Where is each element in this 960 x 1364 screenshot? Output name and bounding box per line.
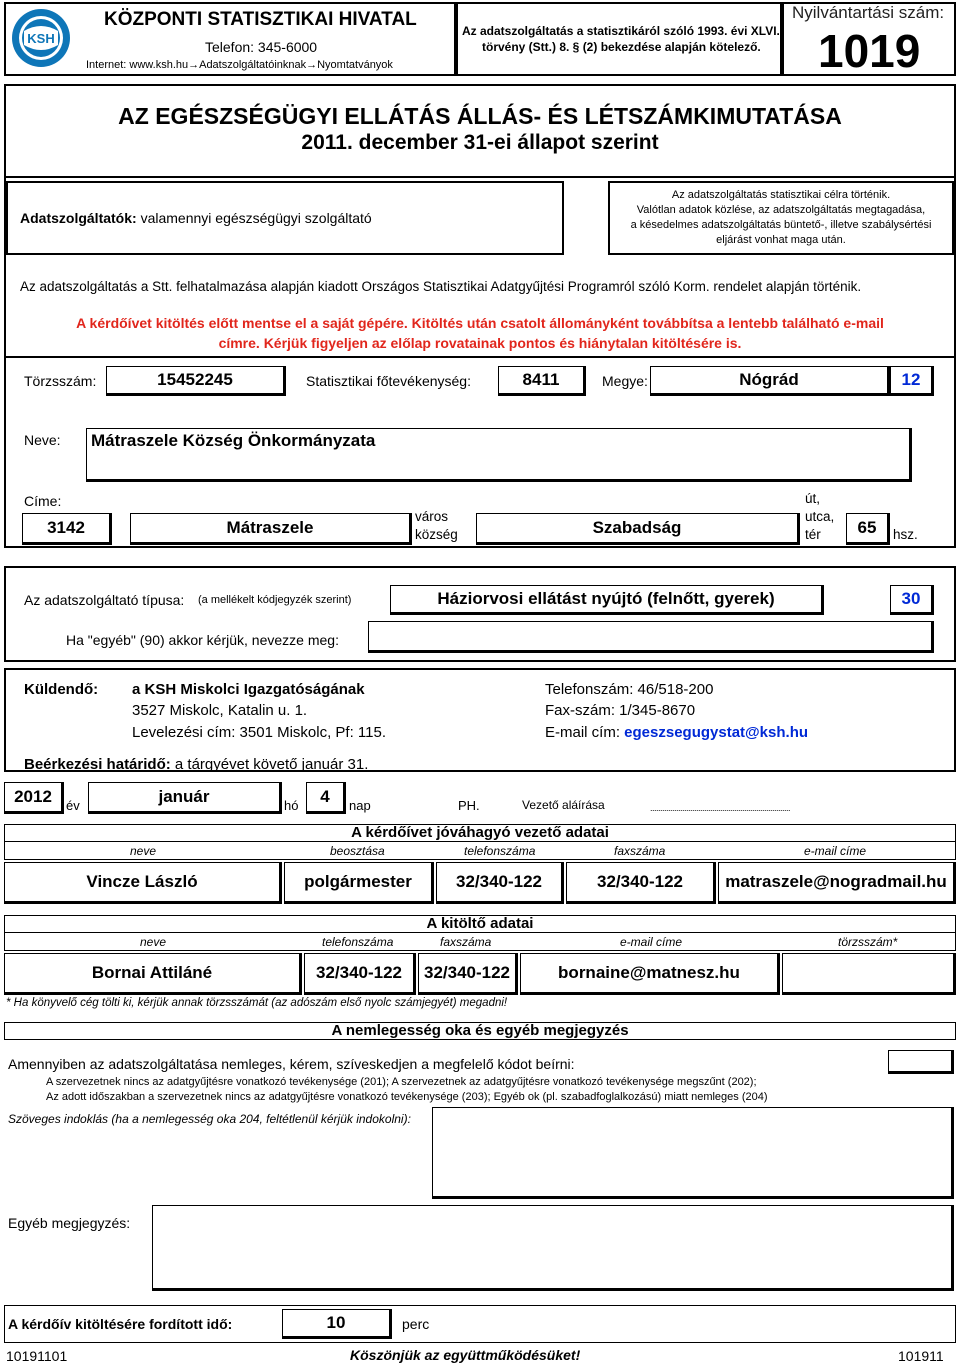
filler-h-name: neve <box>140 935 167 949</box>
megye-code-field[interactable]: 12 <box>890 366 934 396</box>
approver-phone-field[interactable]: 32/340-122 <box>436 862 564 904</box>
filler-h-phone: telefonszáma <box>322 935 394 949</box>
form-subtitle: 2011. december 31-ei állapot szerint <box>301 131 659 154</box>
sender-address: 3527 Miskolc, Katalin u. 1. <box>132 702 308 719</box>
megye-label: Megye: <box>602 373 648 389</box>
sender-email[interactable]: egeszsegugystat@ksh.hu <box>624 724 809 741</box>
type-other-label: Ha "egyéb" (90) akkor kérjük, nevezze meg: <box>66 632 339 648</box>
notice-line-4: eljárást vonhat maga után. <box>716 234 846 246</box>
nil-intro: Amennyiben az adatszolgáltatása nemleges, kérem, szíveskedjen a megfelelő kódot beírni: <box>8 1056 575 1072</box>
time-field[interactable]: 10 <box>282 1309 392 1339</box>
neve-field[interactable] <box>86 428 912 482</box>
approver-email-field[interactable]: matraszele@nogradmail.hu <box>718 862 956 904</box>
deadline-label: Beérkezési határidő: <box>24 756 171 773</box>
providers-value: valamennyi egészségügyi szolgáltató <box>136 210 372 226</box>
nil-code-line-2: Az adott időszakban a szervezetnek nincs az adatgyűjtésre vonatkozó tevékenysége (203); Egyéb ok (pl. szabadfoglalkozású) miatt nemleges (204) <box>46 1091 768 1103</box>
neve-value: Mátraszele Község Önkormányzata <box>91 431 376 450</box>
approver-name-field[interactable]: Vincze László <box>4 862 282 904</box>
filler-h-email: e-mail címe <box>620 935 683 949</box>
footer-thanks: Köszönjük az együttműködésüket! <box>350 1347 581 1363</box>
torzsszam-field[interactable]: 15452245 <box>106 366 286 396</box>
approver-h-name: neve <box>130 844 157 858</box>
type-code-field[interactable]: 30 <box>890 585 934 615</box>
ho-label: hó <box>284 798 299 813</box>
form-title: AZ EGÉSZSÉGÜGYI ELLÁTÁS ÁLLÁS- ÉS LÉTSZÁMKIMUTATÁSA <box>118 103 842 129</box>
nil-code-line-1: A szervezetnek nincs az adatgyűjtésre vonatkozó tevékenysége (201); A szervezetnek az adatgyűjtésre vonatkozó tevékenysége megszűnt (202); <box>46 1076 757 1088</box>
neve-label: Neve: <box>24 432 61 448</box>
warning-line-1: A kérdőívet kitöltés előtt mentse el a saját gépére. Kitöltés után csatolt állományként továbbítsa a lentebb található e-mail <box>76 315 884 331</box>
filler-title: A kitöltő adatai <box>4 915 956 933</box>
fotev-field[interactable]: 8411 <box>498 366 586 396</box>
header-legal-box <box>456 2 782 76</box>
nil-reason-field[interactable] <box>432 1107 954 1199</box>
sender-postal: Levelezési cím: 3501 Miskolc, Pf: 115. <box>132 724 387 741</box>
nil-code-field[interactable] <box>888 1050 954 1074</box>
utca-label: utca, <box>805 509 835 524</box>
footer-left-code: 10191101 <box>6 1348 68 1364</box>
org-name: KÖZPONTI STATISZTIKAI HIVATAL <box>104 9 417 30</box>
providers-label: Adatszolgáltatók: <box>20 210 137 226</box>
sender-phone: Telefonszám: 46/518-200 <box>545 681 714 698</box>
month-field[interactable]: január <box>88 782 282 814</box>
nil-reason-label: Szöveges indoklás (ha a nemlegesség oka 204, feltétlenül kérjük indokolni): <box>8 1112 411 1126</box>
type-field[interactable]: Háziorvosi ellátást nyújtó (felnőtt, gyerek) <box>390 585 824 615</box>
legal-line-2: törvény (Stt.) 8. § (2) bekezdése alapján kötelező. <box>482 40 761 54</box>
ut-label: út, <box>805 491 821 506</box>
time-label: A kérdőív kitöltésére fordított idő: <box>8 1316 233 1332</box>
filler-h-id: törzsszám* <box>838 935 898 949</box>
day-field[interactable]: 4 <box>306 782 346 814</box>
legal-line-1: Az adatszolgáltatás a statisztikáról szóló 1993. évi XLVI. <box>462 24 780 38</box>
approver-pos-field[interactable]: polgármester <box>284 862 434 904</box>
deadline-value: a tárgyévet követő január 31. <box>170 756 369 773</box>
filler-h-fax: faxszáma <box>440 935 492 949</box>
filler-fax-field[interactable]: 32/340-122 <box>418 953 518 995</box>
approver-h-pos: beosztása <box>330 844 385 858</box>
filler-name-field[interactable]: Bornai Attiláné <box>4 953 302 995</box>
torzsszam-label: Törzsszám: <box>24 373 97 389</box>
filler-id-field[interactable] <box>782 953 956 995</box>
notice-line-3: a késedelmes adatszolgáltatás büntető-, illetve szabálysértési <box>630 219 932 231</box>
telepules-field[interactable]: Mátraszele <box>130 513 412 545</box>
utca-field[interactable]: Szabadság <box>476 513 800 545</box>
notice-line-2: Valótlan adatok közlése, az adatszolgáltatás megtagadása, <box>636 204 926 216</box>
legal-basis: Az adatszolgáltatás a Stt. felhatalmazása alapján kiadott Országos Statisztikai Adatgyűjtési Programról szóló Korm. rendelet alapján történik. <box>20 279 862 294</box>
sender-fax: Fax-szám: 1/345-8670 <box>545 702 696 719</box>
varos-label: város <box>415 509 449 524</box>
filler-footnote: * Ha könyvelő cég tölti ki, kérjük annak törzsszámát (az adószám első nyolc számjegyét) megadni! <box>6 997 508 1009</box>
approver-fax-field[interactable]: 32/340-122 <box>566 862 716 904</box>
sender-email-line <box>545 724 808 741</box>
other-remark-label: Egyéb megjegyzés: <box>8 1215 131 1231</box>
fotev-label: Statisztikai főtevékenység: <box>306 373 471 389</box>
org-internet[interactable]: Internet: www.ksh.hu→Adatszolgáltatóinknak→Nyomtatványok <box>86 59 393 71</box>
sign-line[interactable]: ...................................................................... <box>650 803 791 813</box>
time-unit: perc <box>402 1316 430 1332</box>
notice-line-1: Az adatszolgáltatás statisztikai célra történik. <box>671 189 891 201</box>
approver-h-fax: faxszáma <box>614 844 666 858</box>
approver-title: A kérdőívet jóváhagyó vezető adatai <box>4 824 956 842</box>
type-sublabel: (a mellékelt kódjegyzék szerint) <box>198 594 352 606</box>
ksh-logo <box>10 7 72 69</box>
ksh-logo-icon <box>10 7 72 69</box>
other-remark-field[interactable] <box>152 1205 954 1291</box>
sender-name: a KSH Miskolci Igazgatóságának <box>132 681 365 698</box>
hsz-field[interactable]: 65 <box>846 513 890 545</box>
nil-title: A nemlegesség oka és egyéb megjegyzés <box>4 1022 956 1040</box>
filler-phone-field[interactable]: 32/340-122 <box>304 953 416 995</box>
sender-label: Küldendő: <box>24 681 99 698</box>
sender-email-label: E-mail cím: <box>545 724 625 741</box>
org-phone: Telefon: 345-6000 <box>205 39 318 55</box>
filler-email-field[interactable]: bornaine@matnesz.hu <box>520 953 780 995</box>
type-label: Az adatszolgáltató típusa: <box>24 592 185 608</box>
footer-right-code: 101911 <box>898 1348 944 1364</box>
warning-line-2: címre. Kérjük figyeljen az előlap rovatainak pontos és hiánytalan kitöltésére is. <box>218 335 742 351</box>
nap-label: nap <box>349 798 371 813</box>
hsz-label: hsz. <box>893 527 918 542</box>
logo-text: KSH <box>27 31 55 46</box>
irsz-field[interactable]: 3142 <box>22 513 112 545</box>
sign-label: Vezető aláírása <box>522 798 605 812</box>
reg-number: 1019 <box>818 25 921 77</box>
kozseg-label: község <box>415 527 458 542</box>
approver-h-email: e-mail címe <box>804 844 867 858</box>
deadline <box>24 756 368 773</box>
type-other-field[interactable] <box>368 621 934 653</box>
approver-h-phone: telefonszáma <box>464 844 536 858</box>
providers-text <box>20 210 372 226</box>
year-field[interactable]: 2012 <box>4 782 64 814</box>
cime-label: Címe: <box>24 493 62 509</box>
ev-label: év <box>66 798 80 813</box>
megye-field[interactable]: Nógrád <box>650 366 890 396</box>
ph-label: PH. <box>458 798 480 813</box>
ter-label: tér <box>805 527 821 542</box>
reg-label: Nyilvántartási szám: <box>792 3 945 22</box>
